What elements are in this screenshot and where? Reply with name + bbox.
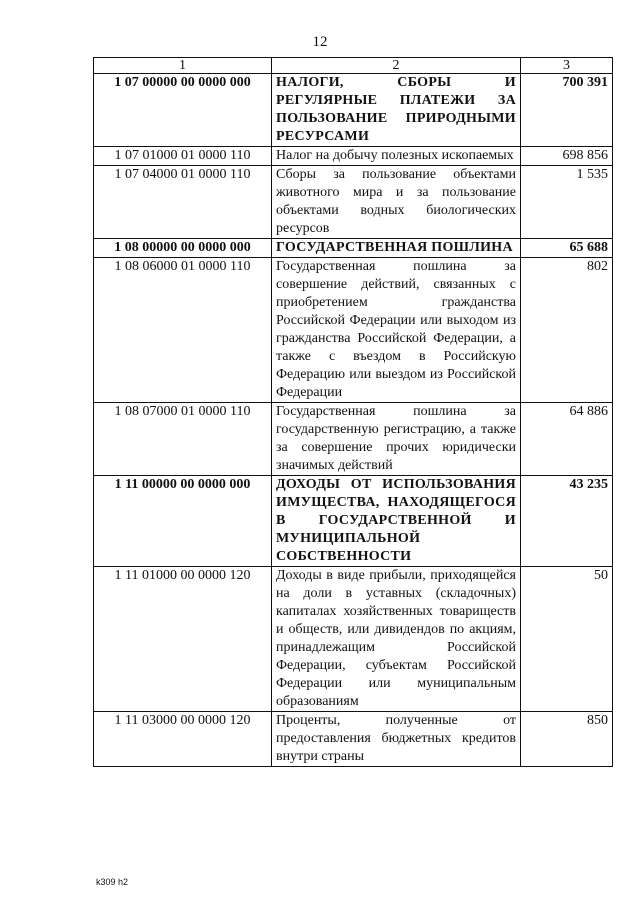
classification-code: 1 07 00000 00 0000 000: [94, 74, 272, 147]
column-header: 2: [272, 58, 521, 74]
column-header: 3: [521, 58, 613, 74]
document-footer-code: k309 h2: [96, 877, 129, 887]
revenue-name: ДОХОДЫ ОТ ИСПОЛЬЗОВАНИЯ ИМУЩЕСТВА, НАХОДЯЩЕГОСЯ В ГОСУДАРСТВЕННОЙ И МУНИЦИПАЛЬНОЙ СОБСТВЕННОСТИ: [272, 476, 521, 567]
classification-code: 1 08 07000 01 0000 110: [94, 403, 272, 476]
revenue-amount: 1 535: [521, 166, 613, 239]
revenue-amount: 65 688: [521, 239, 613, 258]
table-row: [94, 239, 613, 258]
revenue-name: Государственная пошлина за государственную регистрацию, а также за совершение прочих юридически значимых действий: [272, 403, 521, 476]
classification-code: 1 08 00000 00 0000 000: [94, 239, 272, 258]
revenue-name: НАЛОГИ, СБОРЫ И РЕГУЛЯРНЫЕ ПЛАТЕЖИ ЗА ПОЛЬЗОВАНИЕ ПРИРОДНЫМИ РЕСУРСАМИ: [272, 74, 521, 147]
revenue-amount: 50: [521, 567, 613, 712]
table-row: [94, 403, 613, 476]
classification-code: 1 07 01000 01 0000 110: [94, 147, 272, 166]
revenue-amount: 698 856: [521, 147, 613, 166]
classification-code: 1 08 06000 01 0000 110: [94, 258, 272, 403]
table-row: [94, 567, 613, 712]
revenue-name: ГОСУДАРСТВЕННАЯ ПОШЛИНА: [272, 239, 521, 258]
revenue-table: [93, 57, 613, 767]
revenue-amount: 802: [521, 258, 613, 403]
page-number: 12: [312, 34, 328, 50]
revenue-name: Сборы за пользование объектами животного мира и за пользование объектами водных биологических ресурсов: [272, 166, 521, 239]
table-row: [94, 74, 613, 147]
classification-code: 1 11 01000 00 0000 120: [94, 567, 272, 712]
revenue-name: Доходы в виде прибыли, приходящейся на доли в уставных (складочных) капиталах хозяйственных товариществ и обществ, или дивидендов по акциям, принадлежащим Российской Федерации, субъектам Российской Федерации или муниципальным образованиям: [272, 567, 521, 712]
revenue-amount: 850: [521, 712, 613, 767]
revenue-name: Государственная пошлина за совершение действий, связанных с приобретением гражданства Российской Федерации или выходом из гражданства Российской Федерации, а также с въездом в Российскую Федерацию или выездом из Российской Федерации: [272, 258, 521, 403]
classification-code: 1 11 03000 00 0000 120: [94, 712, 272, 767]
table-row: [94, 258, 613, 403]
revenue-amount: 64 886: [521, 403, 613, 476]
table-row: [94, 147, 613, 166]
classification-code: 1 11 00000 00 0000 000: [94, 476, 272, 567]
revenue-amount: 43 235: [521, 476, 613, 567]
table-row: [94, 476, 613, 567]
table-row: [94, 712, 613, 767]
revenue-name: Проценты, полученные от предоставления бюджетных кредитов внутри страны: [272, 712, 521, 767]
column-header: 1: [94, 58, 272, 74]
classification-code: 1 07 04000 01 0000 110: [94, 166, 272, 239]
revenue-name: Налог на добычу полезных ископаемых: [272, 147, 521, 166]
table-row: [94, 166, 613, 239]
revenue-amount: 700 391: [521, 74, 613, 147]
table-header-row: [94, 58, 613, 74]
